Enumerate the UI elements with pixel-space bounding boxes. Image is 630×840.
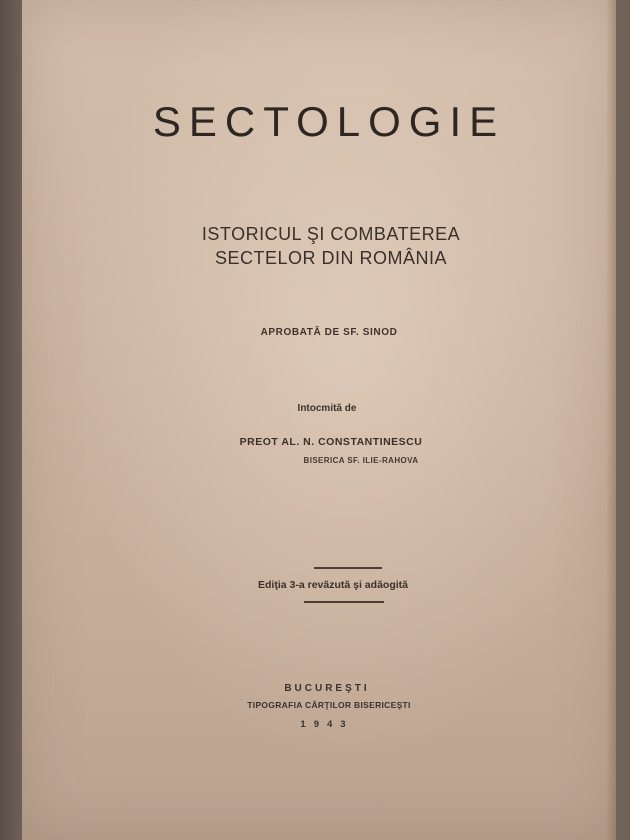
book-subtitle-line-2: SECTELOR DIN ROMÂNIA [214,248,448,268]
edition-note: Ediţia 3-a revăzută şi adăogită [258,579,408,591]
approval-note: APROBATĂ DE SF. SINOD [260,327,398,338]
publisher-name: TIPOGRAFIA CĂRŢILOR BISERICEŞTI [247,700,411,710]
author-church: BISERICA SF. ILIE-RAHOVA [303,456,419,465]
book-subtitle-line-1: ISTORICUL ŞI COMBATEREA [201,224,461,244]
publication-city: BUCUREŞTI [284,683,370,694]
book-cover [22,0,616,840]
publication-year: 1943 [300,719,354,730]
prepared-by-label: Intocmită de [297,403,357,414]
edition-rule-top [314,567,382,569]
book-title: SECTOLOGIE [152,98,506,145]
author-name: PREOT AL. N. CONSTANTINESCU [239,436,423,448]
edition-rule-bottom [304,601,384,603]
